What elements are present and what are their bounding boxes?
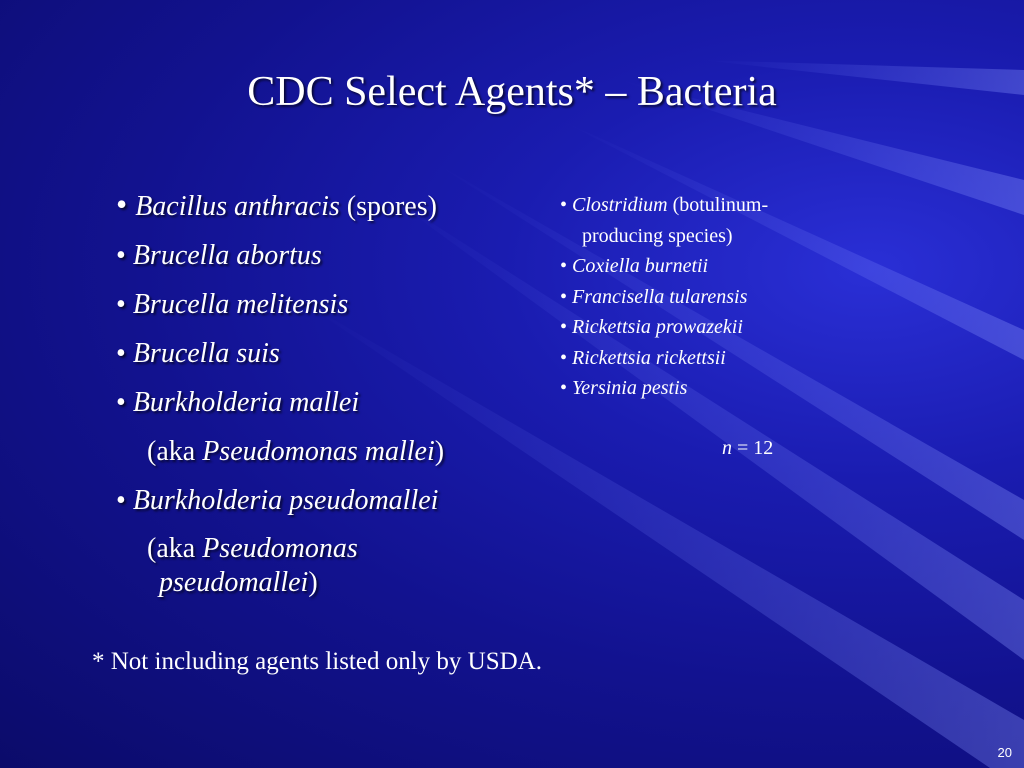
count-variable: n	[722, 437, 732, 459]
aka-name: Pseudomonas mallei	[202, 436, 435, 467]
aka-suffix: )	[308, 567, 318, 598]
bullet: •	[560, 377, 568, 399]
count-value: = 12	[732, 437, 774, 459]
list-item	[116, 180, 556, 231]
list-item	[560, 190, 850, 221]
list-item	[116, 280, 556, 329]
list-item-continuation: producing species)	[582, 224, 733, 247]
aka-name: pseudomallei	[159, 567, 309, 598]
list-item	[560, 373, 850, 404]
agent-name: Rickettsia rickettsii	[572, 346, 726, 369]
agent-name: Brucella suis	[132, 338, 280, 369]
bullet: •	[116, 289, 126, 320]
bullet: •	[560, 346, 568, 369]
agent-name: Clostridium	[572, 194, 668, 216]
list-item	[560, 251, 850, 282]
bullet: •	[116, 186, 128, 222]
aka-line	[116, 427, 556, 476]
bullet: •	[116, 240, 126, 271]
footnote: * Not including agents listed only by USDA.	[92, 648, 542, 675]
bullet: •	[560, 316, 568, 338]
list-item	[560, 343, 850, 374]
aka-name: Pseudomonas	[202, 533, 358, 564]
list-item	[560, 312, 850, 343]
bullet: •	[560, 285, 568, 308]
list-item	[116, 476, 556, 525]
aka-line	[116, 532, 556, 600]
agent-name: Brucella melitensis	[132, 289, 349, 320]
agent-note: (botulinum-	[667, 194, 769, 216]
agent-name: Burkholderia mallei	[132, 387, 360, 418]
agent-name: Brucella abortus	[132, 240, 322, 271]
page-number: 20	[997, 745, 1012, 760]
list-item	[560, 282, 850, 313]
agent-name: Coxiella burnetii	[572, 255, 709, 277]
agent-name: Francisella tularensis	[572, 285, 748, 308]
aka-wrap-line	[147, 566, 556, 600]
list-item	[116, 231, 556, 280]
agent-name: Rickettsia prowazekii	[572, 316, 743, 338]
aka-prefix: (aka	[147, 436, 203, 467]
right-agent-list	[560, 190, 850, 404]
aka-suffix: )	[434, 436, 445, 467]
bullet: •	[116, 338, 126, 369]
count-note	[722, 437, 773, 460]
aka-prefix: (aka	[147, 533, 203, 564]
list-item	[116, 329, 556, 378]
bullet: •	[560, 255, 568, 277]
list-item	[116, 378, 556, 427]
bullet: •	[116, 387, 126, 418]
agent-name: Bacillus anthracis	[135, 191, 340, 222]
slide-title: CDC Select Agents* – Bacteria	[247, 69, 777, 115]
bullet: •	[116, 485, 126, 516]
agent-note: (spores)	[339, 191, 437, 222]
agent-name: Burkholderia pseudomallei	[132, 485, 439, 516]
left-agent-list	[116, 180, 556, 600]
agent-name: Yersinia pestis	[572, 377, 688, 399]
bullet: •	[560, 194, 568, 216]
